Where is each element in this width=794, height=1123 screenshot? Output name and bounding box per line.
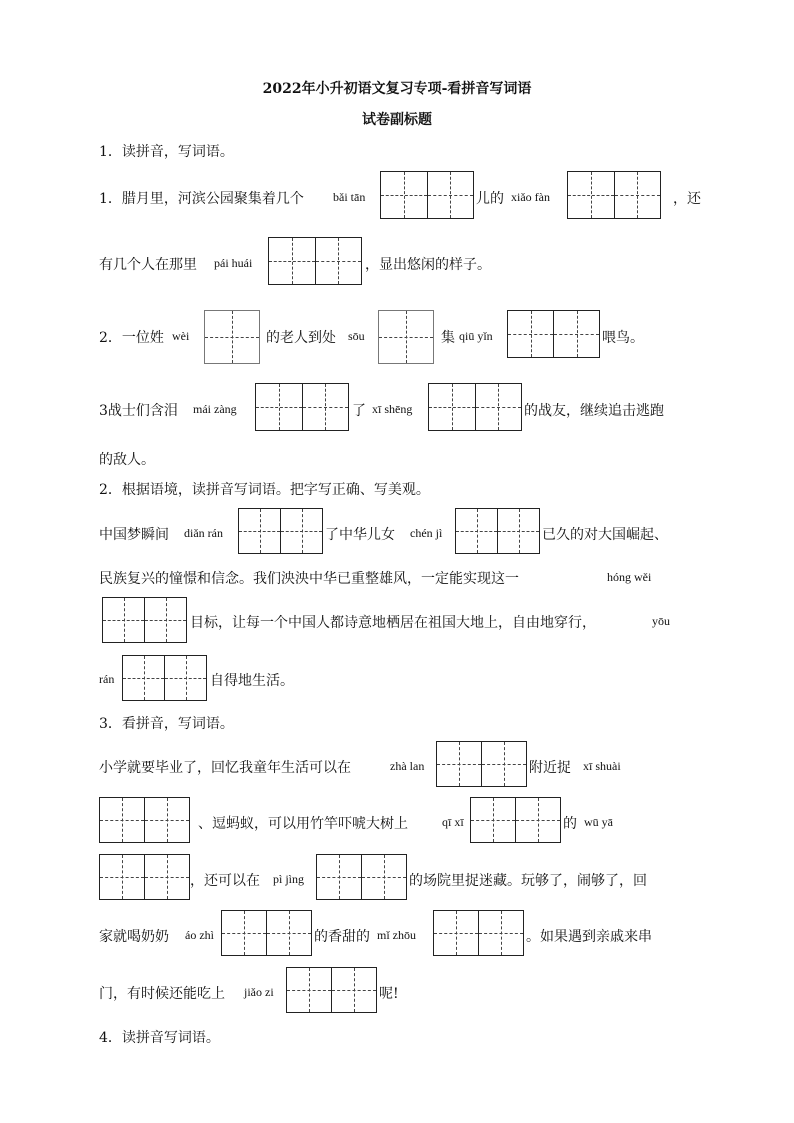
- q1-heading: 1．读拼音，写词语。: [99, 144, 234, 160]
- q3-text-j: 门，有时候还能吃上: [99, 986, 225, 1002]
- q1-s2-pinyin-1: wèi: [172, 329, 190, 343]
- answer-box[interactable]: [99, 854, 190, 900]
- q3-text-h: 的香甜的: [314, 929, 370, 945]
- q3-pinyin-4: wū yā: [584, 815, 613, 829]
- q3-text-g: 家就喝奶奶: [99, 929, 169, 945]
- answer-box[interactable]: [268, 237, 362, 285]
- answer-box[interactable]: [316, 854, 407, 900]
- answer-box[interactable]: [507, 310, 600, 358]
- q3-text-i: 。如果遇到亲戚来串: [526, 929, 652, 945]
- q1-s1-pinyin-2: xiǎo fàn: [511, 190, 550, 204]
- answer-box[interactable]: [433, 910, 524, 956]
- q2-text-d: 民族复兴的憧憬和信念。我们泱泱中华已重整雄风，一定能实现这一: [99, 571, 519, 587]
- q3-pinyin-5: pì jìng: [273, 872, 305, 886]
- q3-pinyin-7: mǐ zhōu: [377, 928, 416, 942]
- q3-pinyin-6: áo zhì: [185, 928, 214, 942]
- q2-pinyin-2: chén jì: [410, 526, 443, 540]
- q2-text-f: 自得地生活。: [210, 673, 294, 689]
- q1-s2-pinyin-3: qiū yǐn: [459, 329, 493, 343]
- q3-pinyin-1: zhà lan: [390, 759, 425, 773]
- answer-box[interactable]: [102, 597, 187, 643]
- q1-s2-text-d: 喂鸟。: [602, 330, 644, 346]
- q3-text-a: 小学就要毕业了，回忆我童年生活可以在: [99, 760, 351, 776]
- q1-s3-text-c: 的战友，继续追击逃跑: [524, 403, 664, 419]
- q2-text-a: 中国梦瞬间: [99, 527, 169, 543]
- q1-s2-text-a: 2．一位姓: [99, 330, 164, 346]
- answer-box[interactable]: [428, 383, 522, 431]
- q3-text-c: 、逗蚂蚁，可以用竹竿吓唬大树上: [198, 816, 408, 832]
- q3-heading: 3．看拼音，写词语。: [99, 716, 234, 732]
- q3-text-e: ，还可以在: [190, 873, 260, 889]
- q1-s3-text-d: 的敌人。: [99, 452, 155, 468]
- q1-s1-text-d: 有几个人在那里: [99, 257, 197, 273]
- answer-box[interactable]: [204, 310, 260, 364]
- answer-box[interactable]: [455, 508, 540, 554]
- q3-text-f: 的场院里捉迷藏。玩够了，闹够了，回: [409, 873, 647, 889]
- q1-s3-text-a: 3战士们含泪: [99, 403, 178, 419]
- q1-s3-pinyin-1: mái zàng: [193, 402, 237, 416]
- q2-pinyin-4b: rán: [99, 672, 115, 686]
- answer-box[interactable]: [122, 655, 207, 701]
- q1-s2-text-c: 集: [441, 330, 455, 346]
- q4-heading: 4．读拼音写词语。: [99, 1030, 220, 1046]
- q3-pinyin-8: jiǎo zi: [244, 985, 274, 999]
- q3-pinyin-3: qī xī: [442, 815, 464, 829]
- q3-text-k: 呢!: [379, 986, 399, 1002]
- q3-text-b: 附近捉: [529, 760, 571, 776]
- page-title: 2022年小升初语文复习专项-看拼音写词语: [262, 81, 532, 97]
- answer-box[interactable]: [238, 508, 323, 554]
- q1-s1-text-e: ，显出悠闲的样子。: [365, 257, 491, 273]
- answer-box[interactable]: [378, 310, 434, 364]
- q3-text-d: 的: [563, 816, 577, 832]
- q2-heading: 2．根据语境，读拼音写词语。把字写正确、写美观。: [99, 482, 430, 498]
- answer-box[interactable]: [380, 171, 474, 219]
- answer-box[interactable]: [221, 910, 312, 956]
- q2-pinyin-3: hóng wěi: [607, 570, 652, 584]
- answer-box[interactable]: [99, 797, 190, 843]
- answer-box[interactable]: [286, 967, 377, 1013]
- answer-box[interactable]: [436, 741, 527, 787]
- q2-text-b: 了中华儿女: [325, 527, 395, 543]
- q1-s2-text-b: 的老人到处: [266, 330, 336, 346]
- q1-s3-pinyin-2: xī shēng: [372, 402, 413, 416]
- q1-s1-pinyin-3: pái huái: [214, 256, 253, 270]
- q1-s1-text-b: 儿的: [476, 191, 504, 207]
- answer-box[interactable]: [255, 383, 349, 431]
- q1-s3-text-b: 了: [352, 403, 366, 419]
- page-subtitle: 试卷副标题: [362, 112, 432, 128]
- q2-text-e: 目标，让每一个中国人都诗意地栖居在祖国大地上，自由地穿行，: [190, 615, 596, 631]
- q2-pinyin-4a: yōu: [652, 614, 670, 628]
- q2-pinyin-1: diǎn rán: [184, 526, 223, 540]
- q1-s1-text-a: 1．腊月里，河滨公园聚集着几个: [99, 191, 304, 207]
- q3-pinyin-2: xī shuài: [583, 759, 621, 773]
- answer-box[interactable]: [470, 797, 561, 843]
- answer-box[interactable]: [567, 171, 661, 219]
- q1-s1-pinyin-1: bǎi tān: [333, 190, 366, 204]
- q2-text-c: 已久的对大国崛起、: [542, 527, 668, 543]
- q1-s2-pinyin-2: sōu: [348, 329, 365, 343]
- q1-s1-text-c: ，还: [673, 191, 701, 207]
